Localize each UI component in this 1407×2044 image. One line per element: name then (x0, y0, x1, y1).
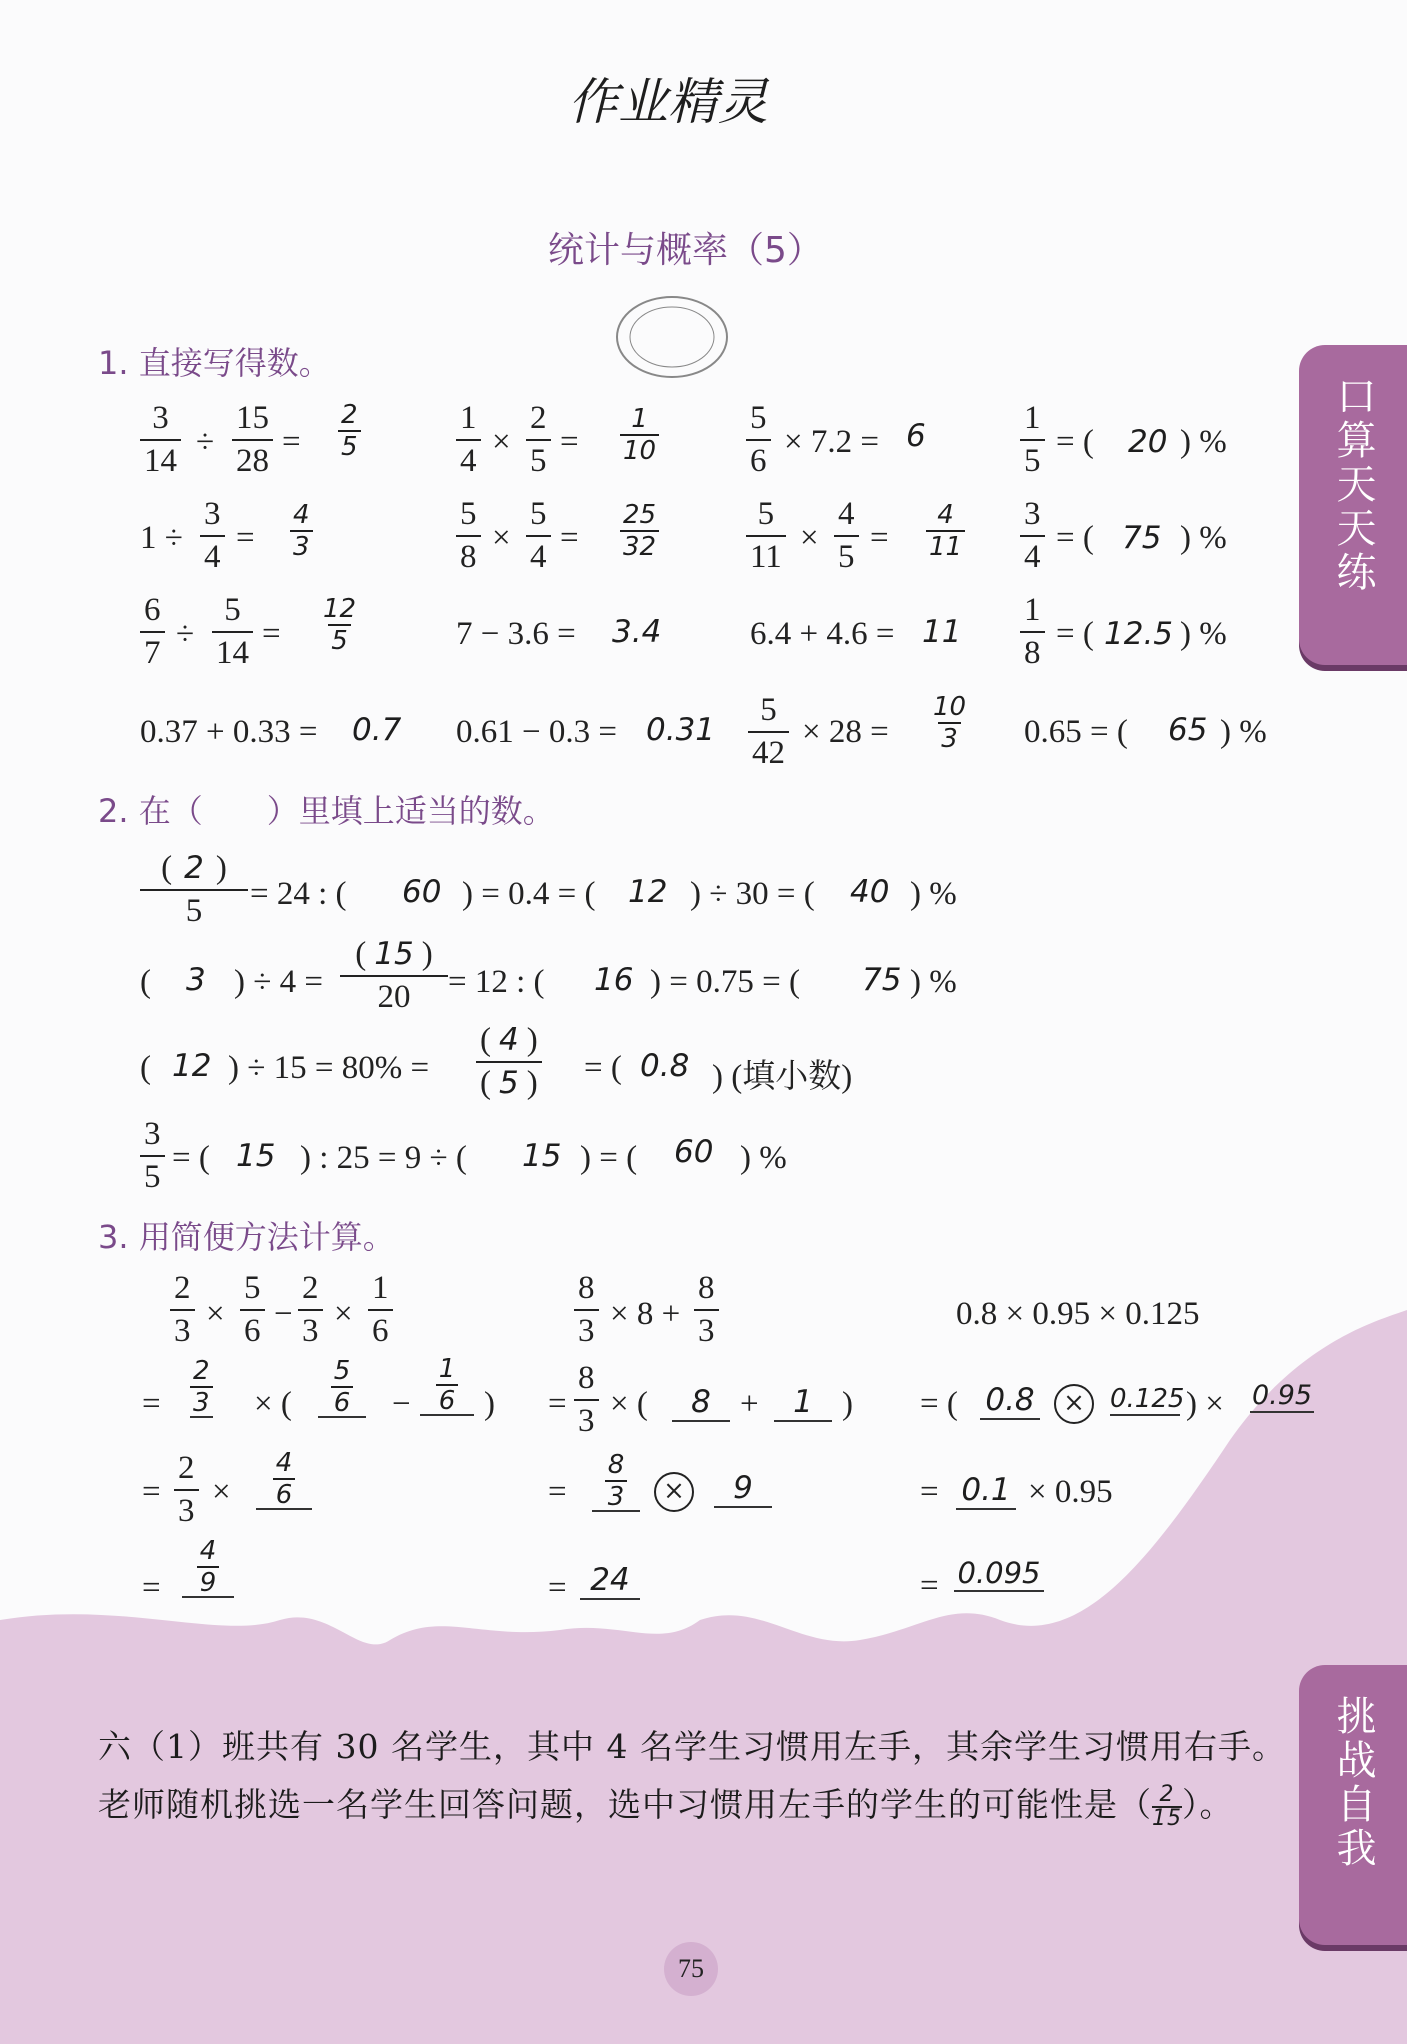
answer: 3 (186, 962, 206, 998)
answer: 0.1 (956, 1472, 1016, 1510)
answer: 25 32 (620, 502, 659, 560)
answer: 16 (594, 962, 634, 998)
answer-numerator: 2 (1159, 1782, 1175, 1807)
answer: 12 5 (323, 594, 357, 656)
stamp-icon (612, 292, 732, 382)
q2-heading: 2. 在（ ）里填上适当的数。 (98, 792, 555, 830)
answer: 11 (922, 614, 962, 650)
answer: 0.8 (640, 1048, 690, 1084)
answer: 0.095 (954, 1556, 1044, 1592)
page-title: 统计与概率（5） (548, 230, 823, 271)
tab-challenge[interactable]: 挑战自我 (1299, 1665, 1407, 1945)
answer: 15 (522, 1138, 562, 1174)
multiply-circle-icon: × (1054, 1384, 1094, 1424)
page-number: 75 (664, 1942, 718, 1996)
q3-heading: 3. 用简便方法计算。 (98, 1218, 395, 1256)
fraction: $\frac{3}{14}$ (140, 402, 181, 478)
challenge-problem: 六（1）班共有 30 名学生，其中 4 名学生习惯用左手，其余学生习惯用右手。老师随机挑选一名学生回答问题，选中习惯用左手的学生的可能性是（ $\frac{2}{15}$ ）。 (98, 1727, 1286, 1831)
answer: 6 (906, 418, 926, 454)
answer: 24 (580, 1562, 640, 1600)
answer: 12.5 (1104, 616, 1174, 652)
answer: 65 (1168, 712, 1208, 748)
handwritten-header: 作业精灵 (568, 73, 768, 131)
answer: 8 (672, 1384, 730, 1422)
answer: 75 (1122, 520, 1162, 556)
answer: 0.31 (646, 712, 716, 748)
answer: 20 (1128, 424, 1168, 460)
answer: 40 (850, 874, 890, 910)
answer: 4 3 (290, 502, 313, 560)
answer: 0.8 (980, 1382, 1040, 1420)
answer: 0.125 (1110, 1384, 1185, 1414)
answer: 60 (402, 874, 442, 910)
answer: 60 (674, 1134, 714, 1170)
answer: 10 3 (933, 692, 967, 754)
answer: 12 (628, 874, 668, 910)
tab-oral-practice[interactable]: 口算天天练 (1299, 345, 1407, 665)
q1-heading: 1. 直接写得数。 (98, 344, 331, 382)
answer: 0.95 (1251, 1380, 1313, 1411)
answer: 9 (714, 1470, 772, 1508)
answer: 2 5 (338, 402, 361, 460)
answer-denominator: 15 (1152, 1806, 1182, 1831)
answer: 3.4 (612, 614, 662, 650)
answer: 12 (172, 1048, 212, 1084)
answer: 1 (774, 1384, 832, 1422)
answer: 0.7 (352, 712, 402, 748)
answer: 4 11 (926, 502, 965, 560)
answer: 75 (862, 962, 902, 998)
answer: 1 10 (620, 406, 659, 464)
multiply-circle-icon: × (654, 1472, 694, 1512)
answer: 15 (236, 1138, 276, 1174)
fraction: $\frac{15}{28}$ (232, 402, 273, 478)
